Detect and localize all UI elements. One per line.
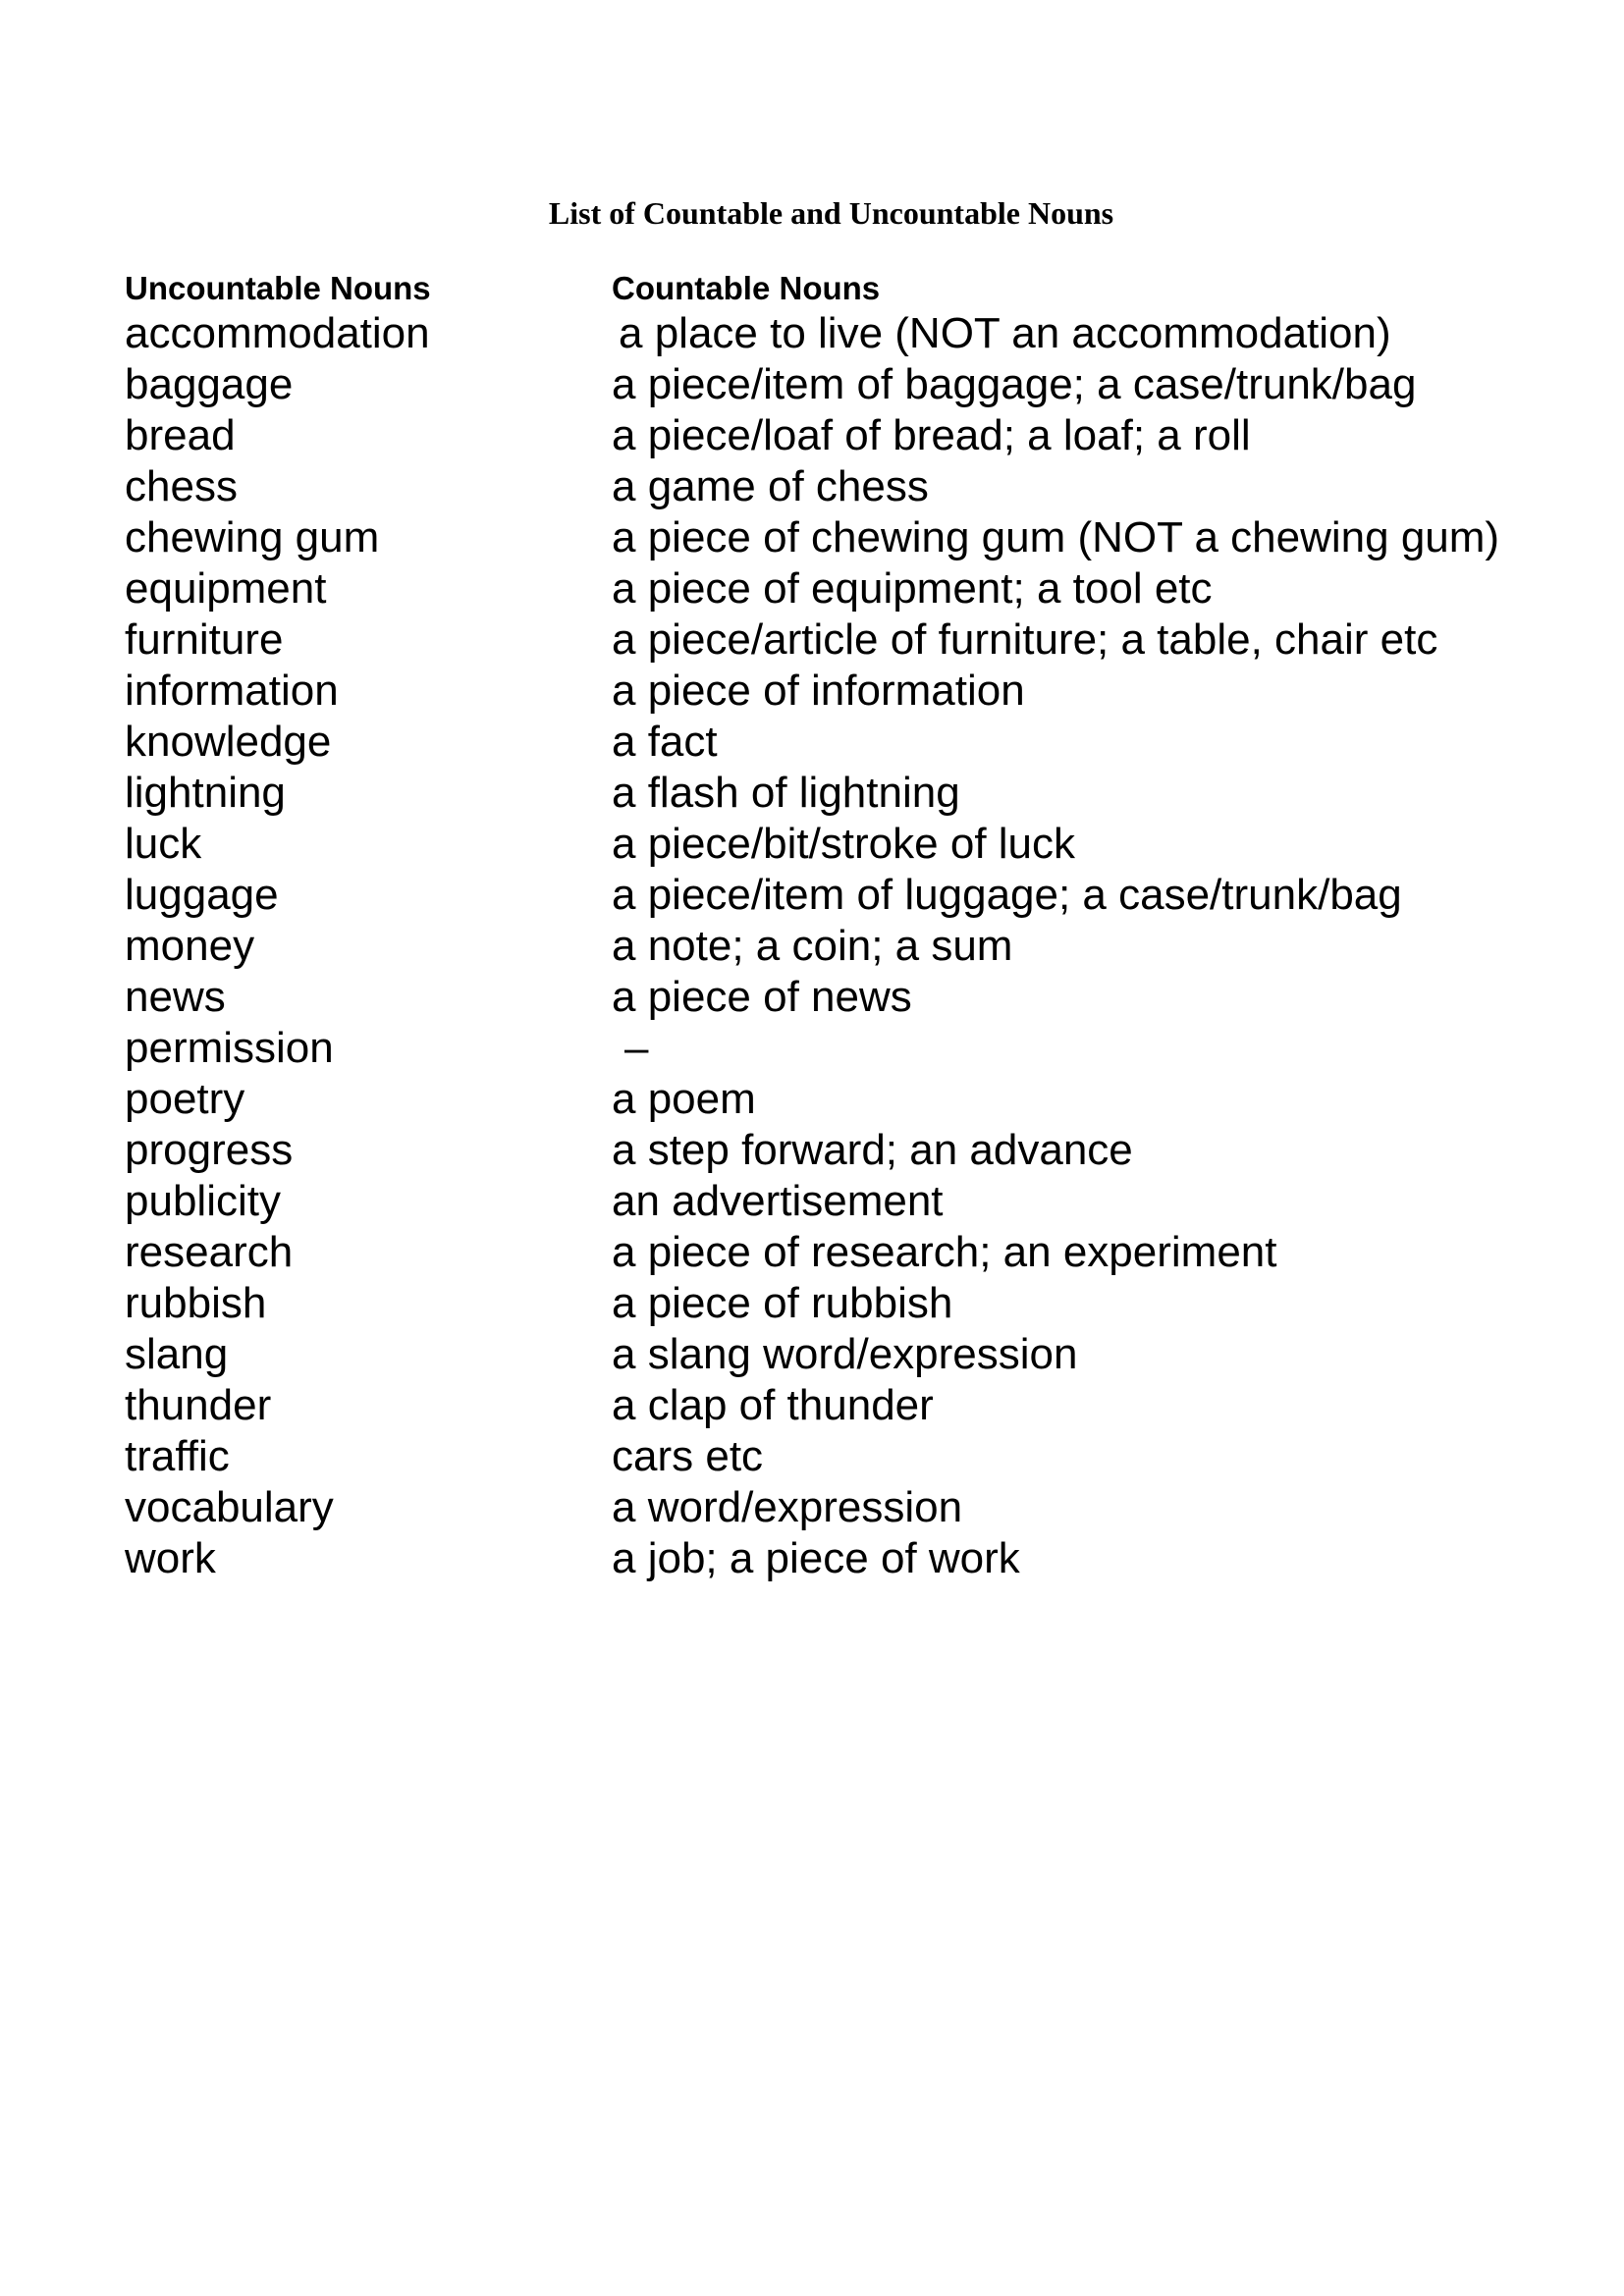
- uncountable-column-header: Uncountable Nouns: [125, 270, 431, 306]
- uncountable-noun: work: [125, 1534, 216, 1582]
- uncountable-noun: news: [125, 973, 226, 1021]
- countable-equivalent: a piece/item of luggage; a case/trunk/bag: [612, 871, 1402, 919]
- noun-row: [0, 1125, 1624, 1176]
- uncountable-noun: lightning: [125, 769, 286, 817]
- uncountable-noun: bread: [125, 411, 236, 459]
- noun-row: [0, 1227, 1624, 1278]
- countable-equivalent: a piece of research; an experiment: [612, 1228, 1277, 1276]
- noun-row: [0, 666, 1624, 717]
- countable-equivalent: a word/expression: [612, 1483, 963, 1531]
- uncountable-noun: knowledge: [125, 718, 332, 766]
- countable-equivalent: a flash of lightning: [612, 769, 960, 817]
- uncountable-noun: publicity: [125, 1177, 281, 1225]
- noun-list: [0, 308, 1624, 1584]
- countable-equivalent: a poem: [612, 1075, 756, 1123]
- noun-row: [0, 1278, 1624, 1329]
- uncountable-noun: poetry: [125, 1075, 245, 1123]
- noun-row: [0, 768, 1624, 819]
- countable-equivalent: a fact: [612, 718, 718, 766]
- countable-equivalent: a piece of chewing gum (NOT a chewing gum): [612, 513, 1500, 561]
- noun-row: [0, 1074, 1624, 1125]
- countable-equivalent: a place to live (NOT an accommodation): [619, 309, 1391, 357]
- noun-row: [0, 717, 1624, 768]
- noun-row: [0, 1329, 1624, 1380]
- noun-row: [0, 1482, 1624, 1533]
- countable-equivalent: –: [624, 1024, 649, 1072]
- noun-row: [0, 308, 1624, 359]
- uncountable-noun: progress: [125, 1126, 294, 1174]
- noun-row: [0, 512, 1624, 563]
- uncountable-noun: money: [125, 922, 255, 970]
- uncountable-noun: vocabulary: [125, 1483, 334, 1531]
- countable-equivalent: a piece of news: [612, 973, 912, 1021]
- uncountable-noun: rubbish: [125, 1279, 267, 1327]
- countable-column-header: Countable Nouns: [612, 270, 881, 306]
- noun-row: [0, 870, 1624, 921]
- noun-row: [0, 1176, 1624, 1227]
- countable-equivalent: a piece of information: [612, 667, 1025, 715]
- uncountable-noun: research: [125, 1228, 294, 1276]
- uncountable-noun: baggage: [125, 360, 294, 408]
- uncountable-noun: chewing gum: [125, 513, 380, 561]
- uncountable-noun: thunder: [125, 1381, 272, 1429]
- noun-row: [0, 1023, 1624, 1074]
- uncountable-noun: luck: [125, 820, 202, 868]
- countable-equivalent: a piece/bit/stroke of luck: [612, 820, 1076, 868]
- countable-equivalent: a game of chess: [612, 462, 929, 510]
- noun-row: [0, 563, 1624, 614]
- uncountable-noun: equipment: [125, 564, 327, 613]
- uncountable-noun: chess: [125, 462, 238, 510]
- uncountable-noun: luggage: [125, 871, 279, 919]
- countable-equivalent: a job; a piece of work: [612, 1534, 1020, 1582]
- countable-equivalent: a note; a coin; a sum: [612, 922, 1013, 970]
- noun-row: [0, 1431, 1624, 1482]
- countable-equivalent: an advertisement: [612, 1177, 944, 1225]
- countable-equivalent: a slang word/expression: [612, 1330, 1078, 1378]
- countable-equivalent: cars etc: [612, 1432, 764, 1480]
- document-title: List of Countable and Uncountable Nouns: [548, 195, 1114, 231]
- noun-row: [0, 972, 1624, 1023]
- countable-equivalent: a piece of rubbish: [612, 1279, 953, 1327]
- uncountable-noun: traffic: [125, 1432, 230, 1480]
- noun-row: [0, 1380, 1624, 1431]
- noun-row: [0, 359, 1624, 410]
- countable-equivalent: a piece/item of baggage; a case/trunk/bag: [612, 360, 1417, 408]
- countable-equivalent: a step forward; an advance: [612, 1126, 1133, 1174]
- uncountable-noun: accommodation: [125, 309, 430, 357]
- noun-row: [0, 1533, 1624, 1584]
- countable-equivalent: a clap of thunder: [612, 1381, 934, 1429]
- uncountable-noun: permission: [125, 1024, 334, 1072]
- noun-row: [0, 819, 1624, 870]
- countable-equivalent: a piece/loaf of bread; a loaf; a roll: [612, 411, 1251, 459]
- countable-equivalent: a piece/article of furniture; a table, chair etc: [612, 615, 1438, 664]
- noun-row: [0, 410, 1624, 461]
- uncountable-noun: furniture: [125, 615, 284, 664]
- countable-equivalent: a piece of equipment; a tool etc: [612, 564, 1213, 613]
- noun-row: [0, 614, 1624, 666]
- uncountable-noun: slang: [125, 1330, 229, 1378]
- noun-row: [0, 461, 1624, 512]
- noun-row: [0, 921, 1624, 972]
- uncountable-noun: information: [125, 667, 339, 715]
